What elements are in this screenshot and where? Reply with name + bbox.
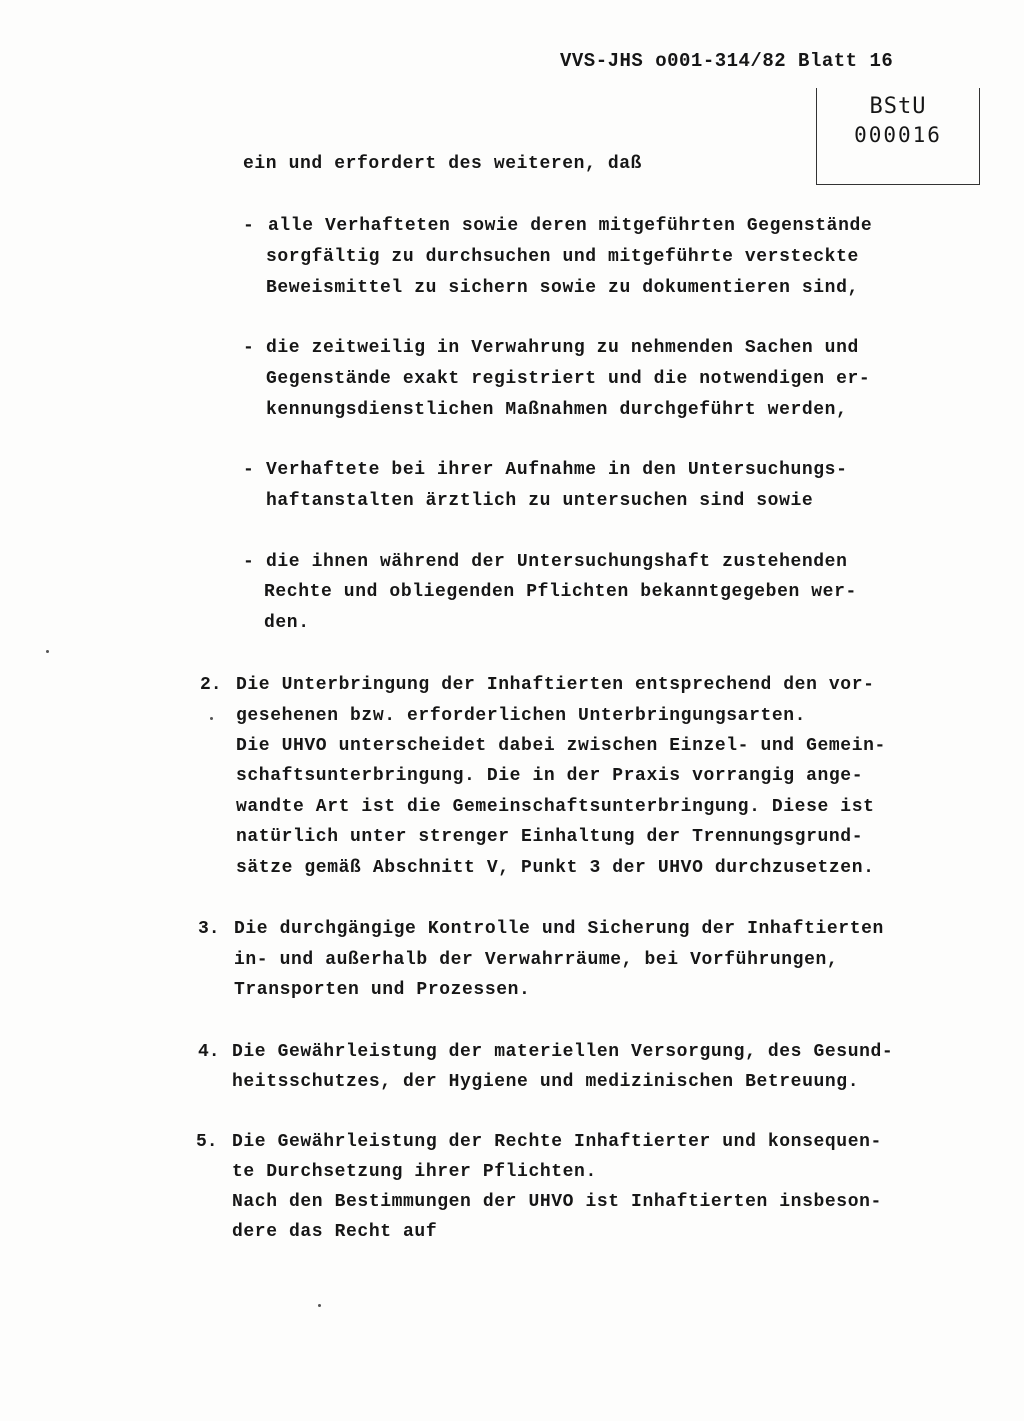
bullet-marker: - [243,216,254,236]
bullet-line: haftanstalten ärztlich zu untersuchen sind sowie [266,491,814,511]
item-line: Nach den Bestimmungen der UHVO ist Inhaftierten insbeson- [232,1192,882,1212]
bullet-line: sorgfältig zu durchsuchen und mitgeführte versteckte [266,247,859,267]
item-number: 5. [196,1132,218,1152]
scan-speck [210,717,213,720]
item-line: in- und außerhalb der Verwahrräume, bei Vorführungen, [234,950,839,970]
item-line: Die Gewährleistung der Rechte Inhaftierter und konsequen- [232,1132,882,1152]
bullet-marker: - [243,460,254,480]
stamp-label: BStU [869,94,927,119]
bullet-line: die ihnen während der Untersuchungshaft zustehenden [266,552,848,572]
archive-stamp [816,88,980,185]
item-line: dere das Recht auf [232,1222,438,1242]
bullet-marker: - [243,552,254,572]
item-number: 4. [198,1042,220,1062]
item-line: natürlich unter strenger Einhaltung der Trennungsgrund- [236,827,864,847]
item-line: Die UHVO unterscheidet dabei zwischen Einzel- und Gemein- [236,736,886,756]
document-reference: VVS-JHS o001-314/82 Blatt 16 [560,50,894,72]
item-line: Transporten und Prozessen. [234,980,531,1000]
item-line: schaftsunterbringung. Die in der Praxis vorrangig ange- [236,766,864,786]
item-number: 2. [200,675,222,695]
bullet-line: Rechte und obliegenden Pflichten bekanntgegeben wer- [264,582,857,602]
scan-speck [318,1304,321,1307]
item-line: wandte Art ist die Gemeinschaftsunterbringung. Diese ist [236,797,875,817]
bullet-marker: - [243,338,254,358]
scan-speck [46,650,49,653]
bullet-line: den. [264,613,310,633]
bullet-line: Beweismittel zu sichern sowie zu dokumentieren sind, [266,278,859,298]
item-line: sätze gemäß Abschnitt V, Punkt 3 der UHVO durchzusetzen. [236,858,875,878]
intro-line: ein und erfordert des weiteren, daß [243,154,643,174]
bullet-line: die zeitweilig in Verwahrung zu nehmenden Sachen und [266,338,859,358]
bullet-line: Verhaftete bei ihrer Aufnahme in den Untersuchungs- [266,460,848,480]
item-line: Die durchgängige Kontrolle und Sicherung der Inhaftierten [234,919,884,939]
item-line: Die Unterbringung der Inhaftierten entsprechend den vor- [236,675,875,695]
bullet-line: kennungsdienstlichen Maßnahmen durchgeführt werden, [266,400,848,420]
item-line: Die Gewährleistung der materiellen Versorgung, des Gesund- [232,1042,894,1062]
item-line: te Durchsetzung ihrer Pflichten. [232,1162,597,1182]
stamp-number: 000016 [854,123,942,147]
bullet-line: alle Verhafteten sowie deren mitgeführten Gegenstände [268,216,873,236]
item-line: heitsschutzes, der Hygiene und medizinischen Betreuung. [232,1072,860,1092]
item-number: 3. [198,919,220,939]
item-line: gesehenen bzw. erforderlichen Unterbringungsarten. [236,706,807,726]
bullet-line: Gegenstände exakt registriert und die notwendigen er- [266,369,871,389]
